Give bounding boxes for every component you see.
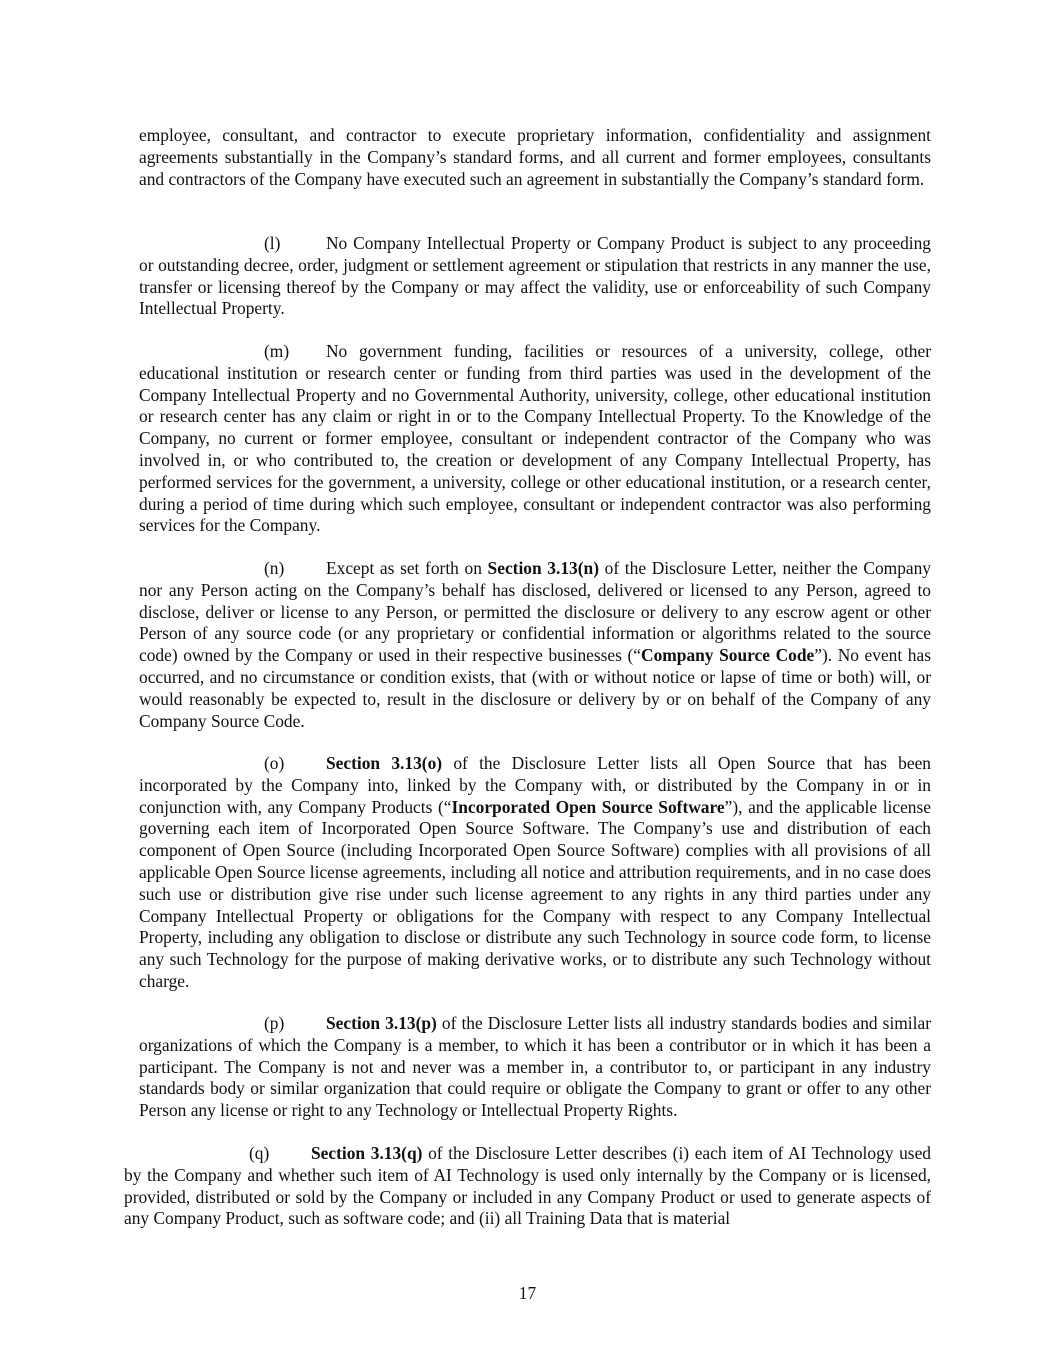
paragraph-p-label: (p) xyxy=(264,1013,285,1033)
paragraph-q-label: (q) xyxy=(249,1143,270,1163)
defined-term-company-source-code: Company Source Code xyxy=(641,645,815,666)
paragraph-n-text-2: of the Disclosure Letter, neither the Company nor any Person acting on the Company’s behalf has disclosed, delivered or licensed to any Person, agreed to disclose, deliver or license to any Person, or permitted the disclosure or delivery to any escrow agent or other Person of any source code (or any proprietary or confidential information or algorithms related to the source code) owned by the Company or used in their respective businesses (“ xyxy=(139,558,931,666)
paragraph-l-text: No Company Intellectual Property or Company Product is subject to any proceeding or outstanding decree, order, judgment or settlement agreement or stipulation that restricts in any manner the use, transfer or licensing thereof by the Company or may affect the validity, use or enforceability of such Company Intellectual Property. xyxy=(139,233,931,319)
paragraph-p xyxy=(139,1013,931,1122)
paragraph-o-text-1: of the Disclosure Letter lists all Open Source that has been incorporated by the Company into, linked by the Company with, or distributed by the Company in or in conjunction with, any Company Products (“ xyxy=(139,753,931,817)
paragraph-n-label: (n) xyxy=(264,558,285,578)
defined-term-incorporated-open-source-software: Incorporated Open Source Software xyxy=(451,796,725,817)
paragraph-q-text: of the Disclosure Letter describes (i) each item of AI Technology used by the Company and whether such item of AI Technology is used only internally by the Company or is licensed, provided, distributed or sold by the Company or included in any Company Product or used to generate aspects of any Company Product, such as software code; and (ii) all Training Data that is material xyxy=(124,1143,931,1229)
paragraph-k-text: employee, consultant, and contractor to execute proprietary information, confidentiality and assignment agreements substantially in the Company’s standard forms, and all current and former employees, consultants and contractors of the Company have executed such an agreement in substantially the Company’s standard form. xyxy=(139,125,931,189)
paragraph-o xyxy=(139,753,931,993)
section-ref-3-13-q: Section 3.13(q) xyxy=(311,1143,423,1163)
paragraph-n xyxy=(139,558,931,732)
paragraph-l xyxy=(139,233,931,320)
paragraph-m xyxy=(139,341,931,537)
section-ref-3-13-n: Section 3.13(n) xyxy=(487,558,599,578)
paragraph-n-text-3: ”). No event has occurred, and no circumstance or condition exists, that (with or without notice or lapse of time or both) will, or would reasonably be expected to, result in the disclosure or delivery by or on behalf of the Company of any Company Source Code. xyxy=(139,645,931,731)
paragraph-o-text-2: ”), and the applicable license governing each item of Incorporated Open Source Software. The Company’s use and distribution of each component of Open Source (including Incorporated Open Source Software) complies with all provisions of all applicable Open Source license agreements, including all notice and attribution requirements, and in no case does such use or distribution give rise under such license agreement to any rights in any third parties under any Company Intellectual Property or obligations for the Company with respect to any Company Intellectual Property, including any obligation to disclose or distribute any such Technology in source code form, to license any such Technology for the purpose of making derivative works, or to distribute any such Technology without charge. xyxy=(139,796,931,991)
paragraph-m-text: No government funding, facilities or resources of a university, college, other educational institution or research center or funding from third parties was used in the development of the Company Intellectual Property and no Governmental Authority, university, college, other educational institution or research center has any claim or right in or to the Company Intellectual Property. To the Knowledge of the Company, no current or former employee, consultant or independent contractor of the Company who was involved in, or who contributed to, the creation or development of any Company Intellectual Property, has performed services for the government, a university, college or other educational institution, or a research center, during a period of time during which such employee, consultant or independent contractor was also performing services for the Company. xyxy=(139,341,931,536)
paragraph-m-label: (m) xyxy=(264,341,290,361)
paragraph-o-label: (o) xyxy=(264,753,285,773)
paragraph-p-text: of the Disclosure Letter lists all industry standards bodies and similar organizations of which the Company is a member, to which it has been a contributor or in which it has been a participant. The Company is not and never was a member in, a contributor to, or participant in any industry standards body or similar organization that could require or obligate the Company to grant or offer to any other Person any license or right to any Technology or Intellectual Property Rights. xyxy=(139,1013,931,1121)
paragraph-n-text-1: Except as set forth on xyxy=(326,558,488,578)
section-ref-3-13-p: Section 3.13(p) xyxy=(326,1013,437,1033)
paragraph-l-label: (l) xyxy=(264,233,281,253)
paragraph-k-continued xyxy=(139,125,931,190)
section-ref-3-13-o: Section 3.13(o) xyxy=(326,753,443,773)
page-number: 17 xyxy=(518,1283,537,1303)
paragraph-q xyxy=(124,1143,931,1230)
